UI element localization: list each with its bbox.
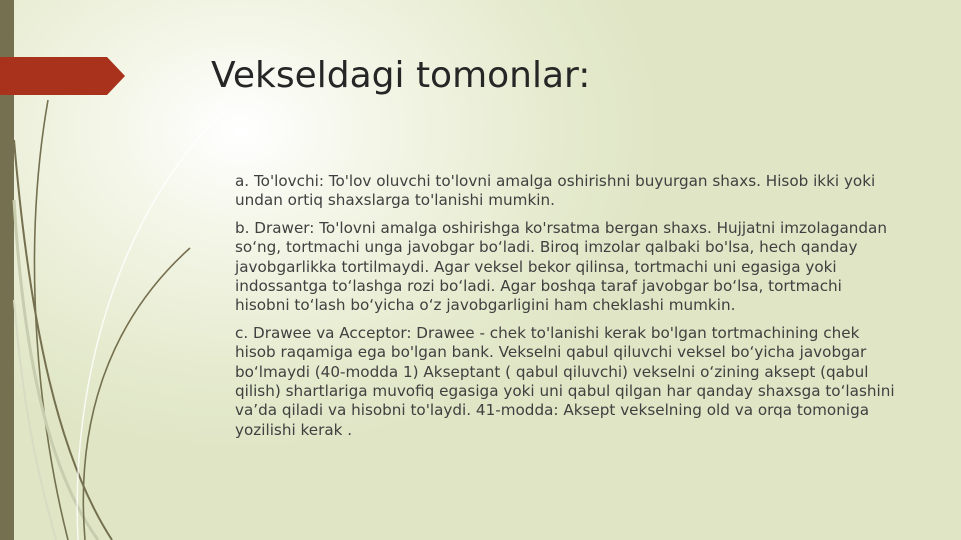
bullet-item-tolovchi [210,172,900,211]
bullet-list [210,172,900,448]
bullet-item-drawee [210,324,900,440]
bullet-text: c. Drawee va Acceptor: Drawee - chek to'lanishi kerak bo'lgan tortmachining chek hisob raqamiga ega bo'lgan bank. Vekselni qabul qiluvchi veksel bo‘yicha javobgar bo‘lmaydi (40-modda 1) Akseptant ( qabul qiluvchi) vekselni o‘zining aksept (qabul qilish) shartlariga muvofiq egasiga yoki uni qabul qilgan har qanday shaxsga to‘lashini va’da qiladi va hisobni to'laydi. 41-modda: Aksept vekselning old va orqa tomoniga yozilishi kerak . [235,324,895,439]
bullet-text: a. To'lovchi: To'lov oluvchi to'lovni amalga oshirishni buyurgan shaxs. Hisob ikki yoki undan ortiq shaxslarga to'lanishi mumkin. [235,172,876,210]
bullet-text: b. Drawer: To'lovni amalga oshirishga ko'rsatma bergan shaxs. Hujjatni imzolagandan so‘ng, tortmachi unga javobgar bo‘ladi. Biroq imzolar qalbaki bo'lsa, hech qanday javobgarlikka tortilmaydi. Agar veksel bekor qilinsa, tortmachi uni egasiga yoki indossantga to‘lashga rozi bo‘ladi. Agar boshqa taraf javobgar bo‘lsa, tortmachi hisobni to‘lash bo‘yicha o‘z javobgarligini ham cheklashi mumkin. [235,219,887,315]
accent-arrow-shape [0,57,125,95]
slide-title: Vekseldagi tomonlar: [211,55,591,96]
bullet-item-drawer [210,219,900,315]
